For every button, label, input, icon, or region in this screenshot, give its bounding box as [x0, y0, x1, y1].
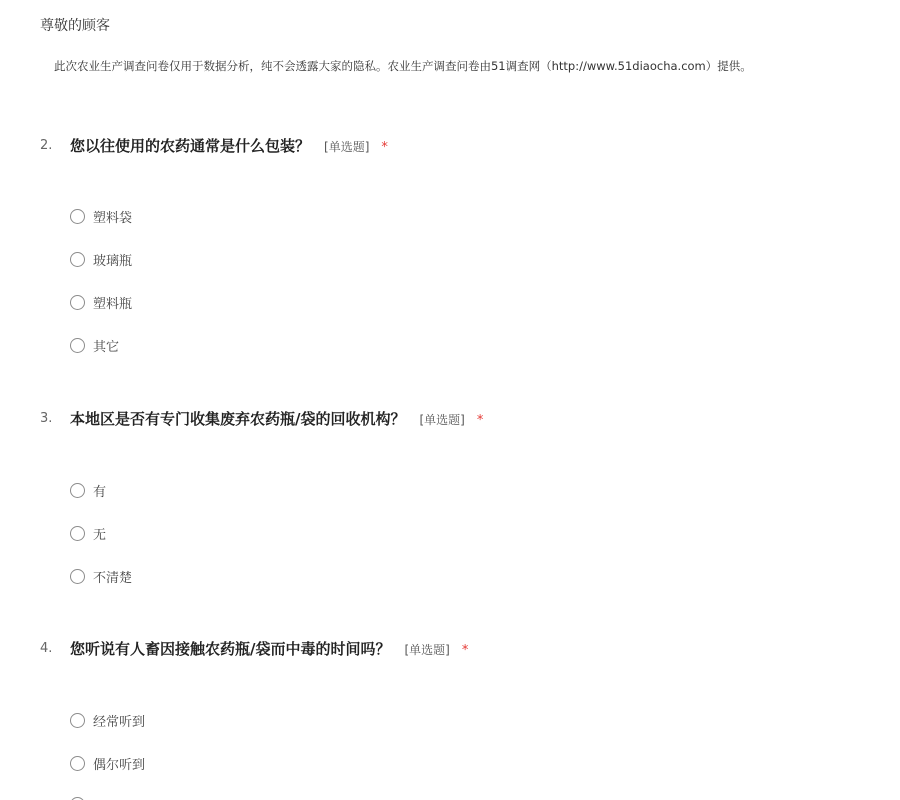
option-label: 经常听到 [93, 714, 146, 730]
radio-button[interactable] [70, 252, 85, 267]
option-label: 无 [93, 527, 107, 543]
radio-button[interactable] [70, 209, 85, 224]
question-4 [40, 638, 880, 773]
required-marker: * [461, 643, 469, 658]
radio-button[interactable] [70, 295, 85, 310]
option-other[interactable] [70, 335, 119, 355]
option-yes[interactable] [70, 480, 106, 500]
option-label: 塑料瓶 [93, 296, 133, 312]
required-marker: * [381, 140, 388, 155]
question-title [40, 408, 880, 430]
greeting: 尊敬的顾客 [40, 18, 110, 34]
question-number: 4. [40, 641, 53, 656]
option-partial-cut[interactable] [70, 794, 85, 800]
option-occasionally-heard[interactable] [70, 753, 145, 773]
option-plastic-bag[interactable] [70, 206, 132, 226]
option-plastic-bottle[interactable] [70, 292, 132, 312]
question-type-tag: [单选题] [324, 140, 370, 154]
radio-button[interactable] [70, 797, 85, 800]
question-text: 您听说有人畜因接触农药瓶/袋而中毒的时间吗？ [70, 640, 391, 658]
question-number: 3. [40, 411, 53, 426]
question-type-tag: [单选题] [419, 413, 465, 427]
question-title [40, 638, 880, 660]
radio-button[interactable] [70, 569, 85, 584]
radio-button[interactable] [70, 756, 85, 771]
option-label: 其它 [93, 339, 120, 355]
question-title [40, 135, 880, 157]
radio-button[interactable] [70, 483, 85, 498]
option-label: 玻璃瓶 [93, 253, 133, 269]
option-label: 不清楚 [93, 570, 133, 586]
question-type-tag: [单选题] [404, 643, 450, 657]
option-unsure[interactable] [70, 566, 132, 586]
radio-button[interactable] [70, 526, 85, 541]
option-label: 塑料袋 [93, 210, 133, 226]
required-marker: * [476, 413, 484, 428]
radio-button[interactable] [70, 338, 85, 353]
option-label: 有 [93, 484, 107, 500]
question-2 [40, 135, 880, 355]
survey-intro: 此次农业生产调查问卷仅用于数据分析，纯不会透露大家的隐私。农业生产调查问卷由51调查网（http://www.51diaocha.com）提供。 [54, 59, 752, 73]
option-no[interactable] [70, 523, 106, 543]
option-glass-bottle[interactable] [70, 249, 132, 269]
question-text: 本地区是否有专门收集废弃农药瓶/袋的回收机构？ [70, 410, 406, 428]
option-often-heard[interactable] [70, 710, 145, 730]
radio-button[interactable] [70, 713, 85, 728]
question-number: 2. [40, 138, 53, 153]
option-label: 偶尔听到 [93, 757, 146, 773]
question-text: 您以往使用的农药通常是什么包装？ [70, 137, 311, 155]
question-3 [40, 408, 880, 586]
